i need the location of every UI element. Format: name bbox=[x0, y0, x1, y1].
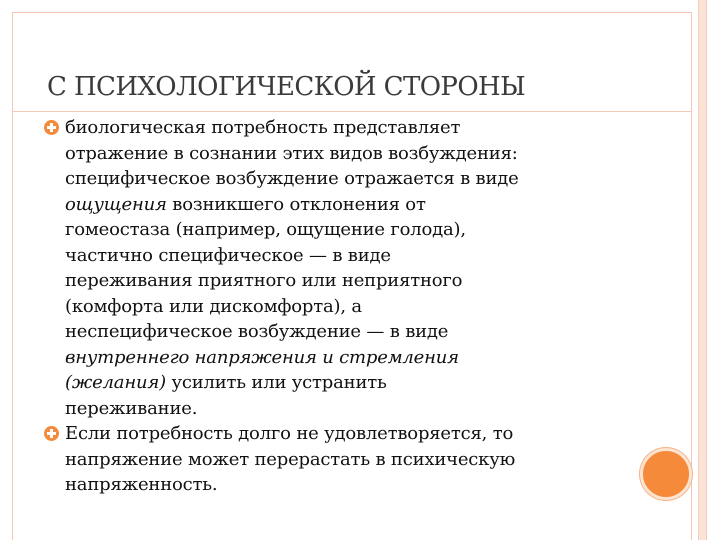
bullet-line bbox=[65, 319, 644, 345]
bullet-line bbox=[65, 141, 644, 167]
bullet-line bbox=[65, 396, 644, 422]
text: переживания приятного или неприятного bbox=[65, 270, 463, 291]
text: отражение в сознании этих видов возбуждения: bbox=[65, 142, 518, 164]
bullet-line bbox=[65, 243, 644, 269]
bullet-item bbox=[44, 421, 644, 498]
bullet-line bbox=[65, 447, 644, 473]
bullet-line bbox=[65, 345, 644, 371]
text: биологическая потребность представляет bbox=[65, 117, 461, 138]
text: переживание. bbox=[65, 397, 198, 419]
text: частично специфическое — в виде bbox=[65, 244, 391, 266]
italic-text: ощущения bbox=[65, 193, 167, 215]
bullet-line bbox=[65, 217, 644, 243]
plus-circle-icon bbox=[44, 426, 59, 441]
bullet-line bbox=[65, 192, 644, 218]
text: неспецифическое возбуждение — в виде bbox=[65, 321, 449, 342]
bullet-line bbox=[65, 472, 644, 498]
bullet-line bbox=[65, 370, 644, 396]
decorative-orange-circle bbox=[640, 448, 692, 500]
slide-title: С ПСИХОЛОГИЧЕСКОЙ СТОРОНЫ bbox=[47, 72, 526, 102]
text: напряженность. bbox=[65, 474, 218, 495]
text: (комфорта или дискомфорта), а bbox=[65, 295, 362, 317]
title-underline bbox=[12, 111, 692, 112]
text: Если потребность долго не удовлетворяется, то bbox=[65, 423, 514, 444]
text: усилить или устранить bbox=[165, 372, 387, 393]
bullet-line bbox=[65, 268, 644, 294]
right-decorative-stripe bbox=[698, 0, 707, 540]
bullet-item bbox=[44, 115, 644, 421]
text: возникшего отклонения от bbox=[166, 193, 426, 215]
plus-circle-icon bbox=[44, 120, 59, 135]
italic-text: (желания) bbox=[65, 372, 166, 393]
bullet-line bbox=[65, 294, 644, 320]
bullet-line bbox=[65, 421, 644, 447]
bullet-line bbox=[65, 166, 644, 192]
slide-content bbox=[44, 115, 644, 498]
bullet-line bbox=[65, 115, 644, 141]
text: напряжение может перерастать в психическую bbox=[65, 448, 516, 470]
text: специфическое возбуждение отражается в виде bbox=[65, 168, 519, 189]
italic-text: внутреннего напряжения и стремления bbox=[65, 346, 459, 368]
text: гомеостаза (например, ощущение голода), bbox=[65, 219, 466, 240]
